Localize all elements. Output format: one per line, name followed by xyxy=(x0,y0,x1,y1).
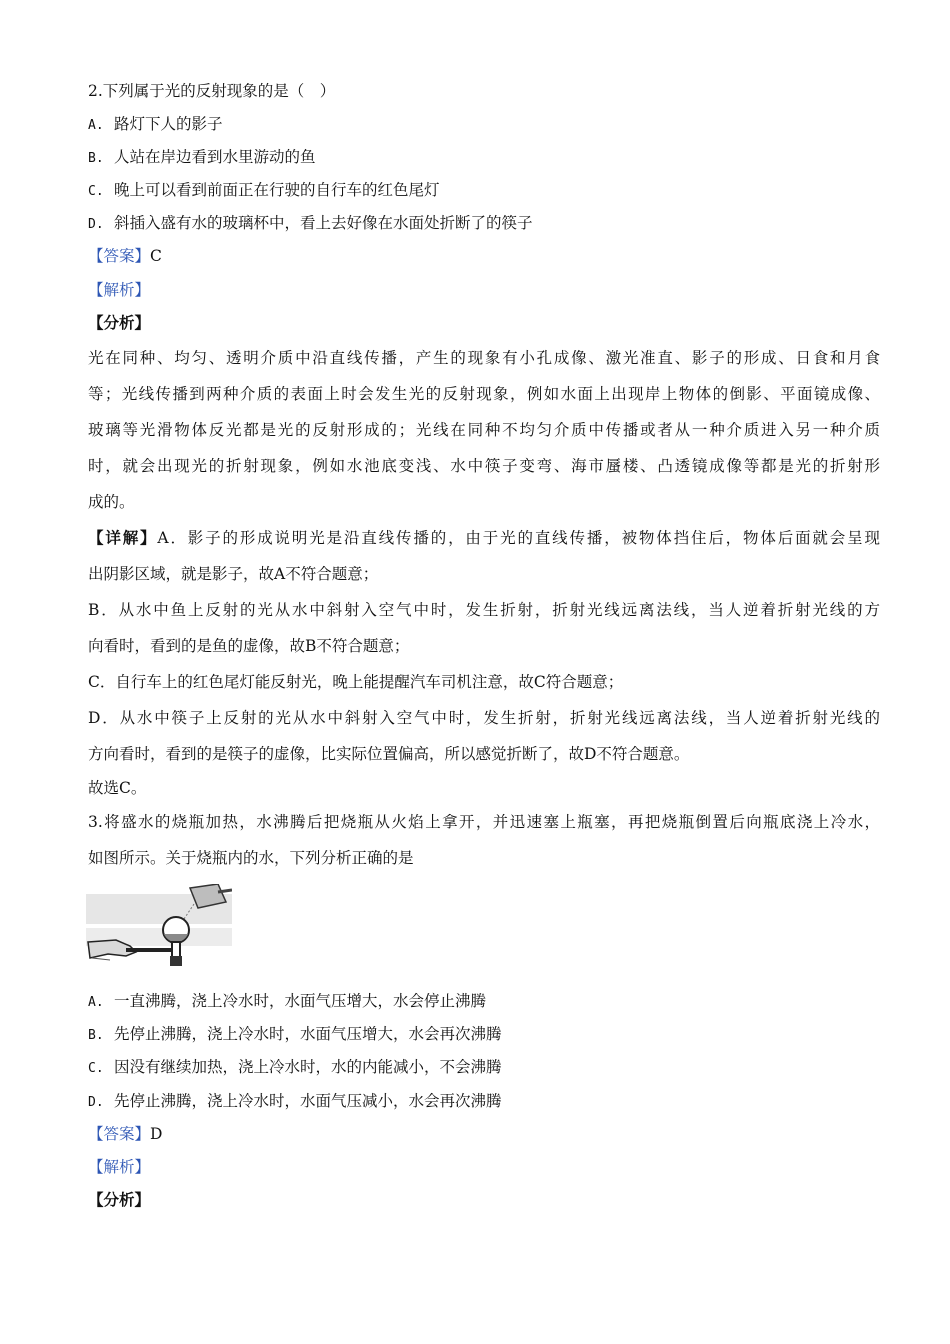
detail-line: D．从水中筷子上反射的光从水中斜射入空气中时，发生折射，折射光线远离法线，当人逆着折射光线的 xyxy=(88,709,880,727)
q2-stem: 2.下列属于光的反射现象的是（ ） xyxy=(88,82,336,100)
detail-line: C．自行车上的红色尾灯能反射光，晚上能提醒汽车司机注意，故C符合题意； xyxy=(88,673,624,691)
option-letter: B. xyxy=(88,151,104,166)
analysis-line: 成的。 xyxy=(88,493,135,511)
q2-analysis xyxy=(88,340,880,520)
option-text: 斜插入盛有水的玻璃杯中，看上去好像在水面处折断了的筷子 xyxy=(114,214,533,232)
option-letter: C. xyxy=(88,184,104,199)
analysis-line: 等；光线传播到两种介质的表面上时会发生光的反射现象，例如水面上出现岸上物体的倒影、平面镜成像、 xyxy=(88,385,880,403)
option-letter: D. xyxy=(88,217,104,232)
detail-text: A．影子的形成说明光是沿直线传播的，由于光的直线传播，被物体挡住后，物体后面就会呈现 xyxy=(157,529,880,547)
q3-fenxi-heading xyxy=(88,1190,150,1210)
analysis-line: 时，就会出现光的折射现象，例如水池底变浅、水中筷子变弯、海市蜃楼、凸透镜成像等都是光的折射形 xyxy=(88,457,880,475)
detail-line: 出阴影区域，就是影子，故A不符合题意； xyxy=(88,565,379,583)
q2-option-d xyxy=(88,213,533,235)
option-text: 先停止沸腾，浇上冷水时，水面气压减小，水会再次沸腾 xyxy=(114,1092,502,1110)
q2-answer-line xyxy=(88,246,162,266)
q2-option-b xyxy=(88,147,316,169)
detail-line xyxy=(88,520,880,556)
answer-value: C xyxy=(150,247,162,265)
q3-jiexi-heading xyxy=(88,1157,150,1177)
fenxi-tag: 【分析】 xyxy=(88,313,151,332)
q3-option-d xyxy=(88,1091,502,1113)
detail-line: 向看时，看到的是鱼的虚像，故B不符合题意； xyxy=(88,637,410,655)
q2-option-a xyxy=(88,114,223,136)
analysis-line: 光在同种、均匀、透明介质中沿直线传播，产生的现象有小孔成像、激光准直、影子的形成、日食和月食 xyxy=(88,349,880,367)
option-text: 一直沸腾，浇上冷水时，水面气压增大，水会停止沸腾 xyxy=(114,992,487,1010)
q2-jiexi-heading xyxy=(88,280,150,300)
q3-option-c xyxy=(88,1057,502,1079)
flask-figure xyxy=(86,884,232,976)
q3-answer-line xyxy=(88,1124,162,1144)
stem-line: 如图所示。关于烧瓶内的水，下列分析正确的是 xyxy=(88,849,414,867)
fenxi-tag: 【分析】 xyxy=(88,1190,151,1209)
analysis-line: 玻璃等光滑物体反光都是光的反射形成的；光线在同种不均匀介质中传播或者从一种介质进入另一种介质 xyxy=(88,421,880,439)
q3-option-b xyxy=(88,1024,502,1046)
answer-tag: 【答案】 xyxy=(88,1125,151,1143)
q2-fenxi-heading xyxy=(88,313,150,333)
option-text: 路灯下人的影子 xyxy=(114,115,223,133)
jiexi-tag: 【解析】 xyxy=(88,1158,151,1176)
q2-detail xyxy=(88,520,880,772)
detail-line: 方向看时，看到的是筷子的虚像，比实际位置偏高，所以感觉折断了，故D不符合题意。 xyxy=(88,745,690,763)
option-letter: A. xyxy=(88,118,104,133)
option-text: 人站在岸边看到水里游动的鱼 xyxy=(114,148,316,166)
option-letter: A. xyxy=(88,995,104,1010)
jiexi-tag: 【解析】 xyxy=(88,281,151,299)
q2-option-c xyxy=(88,180,440,202)
q3-option-a xyxy=(88,991,486,1013)
option-letter: C. xyxy=(88,1061,104,1076)
option-text: 因没有继续加热，浇上冷水时，水的内能减小，不会沸腾 xyxy=(114,1058,502,1076)
option-text: 先停止沸腾，浇上冷水时，水面气压增大，水会再次沸腾 xyxy=(114,1025,502,1043)
q3-stem xyxy=(88,804,880,876)
answer-tag: 【答案】 xyxy=(88,247,151,265)
detail-line: B．从水中鱼上反射的光从水中斜射入空气中时，发生折射，折射光线远离法线，当人逆着折射光线的方 xyxy=(88,601,880,619)
q2-conclusion: 故选C。 xyxy=(88,779,147,797)
answer-value: D xyxy=(150,1125,163,1143)
detail-tag: 【详解】 xyxy=(88,528,158,547)
option-text: 晚上可以看到前面正在行驶的自行车的红色尾灯 xyxy=(114,181,440,199)
option-letter: D. xyxy=(88,1095,104,1110)
option-letter: B. xyxy=(88,1028,104,1043)
stem-line: 3.将盛水的烧瓶加热，水沸腾后把烧瓶从火焰上拿开，并迅速塞上瓶塞，再把烧瓶倒置后向瓶底浇上冷水， xyxy=(88,813,880,831)
